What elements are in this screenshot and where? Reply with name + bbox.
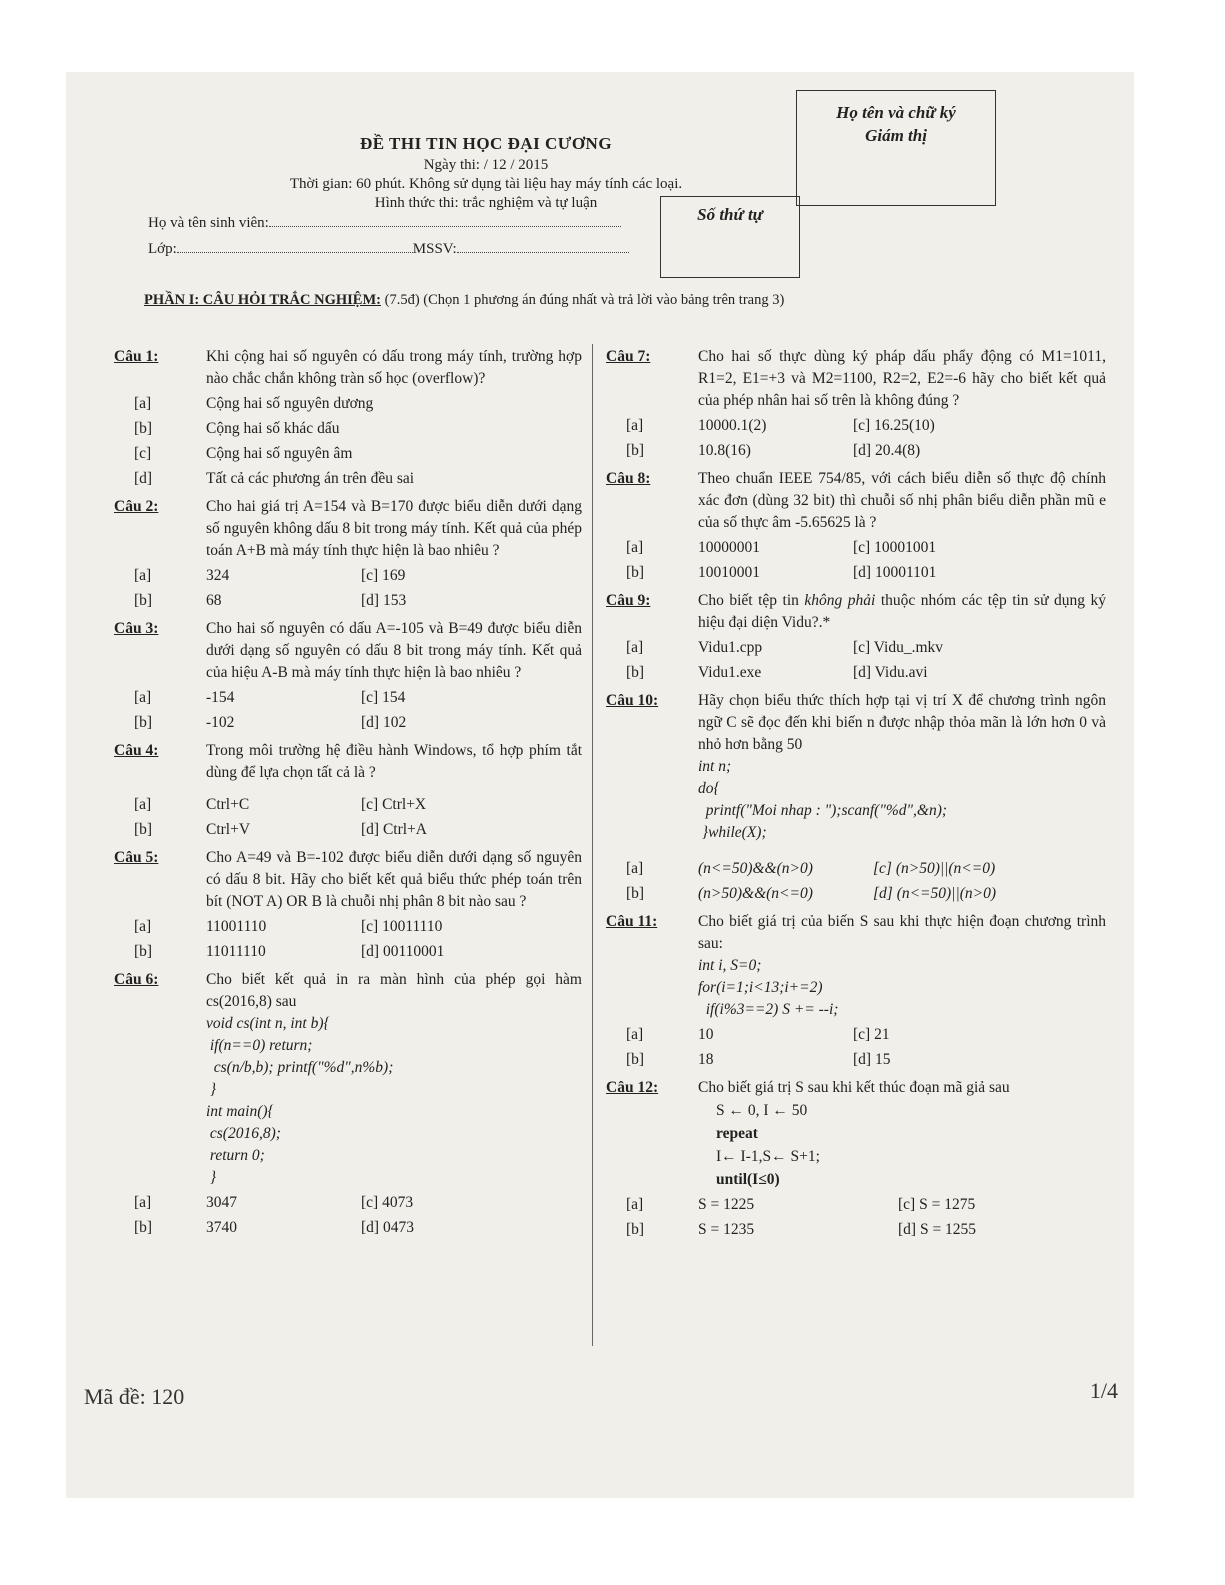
option-a: Ctrl+C — [206, 796, 250, 813]
option-d: [d] (n<=50)||(n>0) — [873, 885, 996, 902]
option-label: [c] — [134, 445, 152, 462]
option-text: Cộng hai số nguyên dương — [206, 395, 374, 412]
pseudo-line: repeat — [716, 1125, 758, 1142]
option-b: Ctrl+V — [206, 821, 251, 838]
code-line: void cs(int n, int b){ — [206, 1015, 330, 1032]
option-d: [d] 15 — [853, 1051, 891, 1068]
option-c: [c] 4073 — [361, 1194, 414, 1211]
order-number-box — [660, 196, 800, 278]
option-c: [c] 169 — [361, 567, 406, 584]
question-label: Câu 8: — [606, 470, 651, 487]
option-label: [d] — [134, 470, 153, 487]
class-line — [177, 240, 413, 253]
option-d: [d] Ctrl+A — [361, 821, 427, 838]
option-text: Tất cả các phương án trên đều sai — [206, 470, 415, 487]
option-a: (n<=50)&&(n>0) — [698, 860, 813, 877]
option-label: [a] — [626, 1196, 644, 1213]
option-label: [b] — [626, 664, 645, 681]
option-text: Cộng hai số nguyên âm — [206, 445, 353, 462]
option-c: [c] 154 — [361, 689, 406, 706]
pseudo-line: until(I≤0) — [716, 1171, 780, 1188]
class-label: Lớp: — [148, 241, 177, 257]
question-text: Hãy chọn biểu thức thích hợp tại vị trí X để chương trình ngôn ngữ C sẽ đọc đến khi biến n được nhập thỏa mãn là lớn hơn 0 và nhỏ hơn bằng 50 — [698, 692, 1106, 753]
question-label: Câu 12: — [606, 1079, 659, 1096]
question-label: Câu 2: — [114, 498, 159, 515]
question-text: Theo chuẩn IEEE 754/85, với cách biểu diễn số thực độ chính xác đơn (dùng 32 bit) thì chuỗi số nhị phân biểu diễn phần mũ e của số thực âm -5.65625 là ? — [698, 470, 1106, 531]
option-label: [b] — [134, 420, 153, 437]
exam-time: Thời gian: 60 phút. Không sử dụng tài liệu hay máy tính các loại. — [289, 176, 683, 192]
question-text: Cho A=49 và B=-102 được biểu diễn dưới dạng số nguyên có dấu 8 bit. Hãy cho biết kết quả biểu thức phép toán trên bít (NOT A) OR B là chuỗi nhị phân 8 bit nào sau ? — [206, 849, 582, 910]
question-label: Câu 7: — [606, 348, 651, 365]
code-block — [606, 955, 1106, 1021]
question-text: Cho biết kết quả in ra màn hình của phép gọi hàm cs(2016,8) sau — [206, 971, 582, 1010]
option-d: [d] S = 1255 — [898, 1221, 977, 1238]
question-2 — [114, 496, 582, 612]
option-label: [a] — [626, 639, 644, 656]
option-d: [d] Vidu.avi — [853, 664, 928, 681]
question-text: Cho hai số nguyên có dấu A=-105 và B=49 được biểu diễn dưới dạng số nguyên có dấu 8 bit trong máy tính. Kết quả của hiệu A-B mà máy tính thực hiện là bao nhiêu ? — [206, 620, 582, 681]
option-b: 10010001 — [698, 564, 760, 581]
option-a: 324 — [206, 567, 230, 584]
option-label: [b] — [626, 1051, 645, 1068]
option-label: [a] — [134, 567, 152, 584]
option-label: [a] — [626, 539, 644, 556]
code-line: }while(X); — [698, 824, 767, 841]
option-b: 18 — [698, 1051, 714, 1068]
column-divider — [592, 344, 593, 1346]
option-label: [a] — [134, 796, 152, 813]
code-line: return 0; — [206, 1147, 265, 1164]
left-column — [114, 340, 582, 1239]
question-label: Câu 1: — [114, 348, 159, 365]
code-line: cs(n/b,b); printf("%d",n%b); — [206, 1059, 394, 1076]
question-9 — [606, 590, 1106, 684]
pseudo-line: I← I-1,S← S+1; — [716, 1148, 820, 1165]
supervisor-signature-box — [796, 90, 996, 206]
question-7 — [606, 346, 1106, 462]
option-label: [a] — [626, 860, 644, 877]
page-number: 1/4 — [1089, 1378, 1118, 1403]
option-label: [a] — [134, 689, 152, 706]
question-11 — [606, 911, 1106, 1071]
option-label: [b] — [626, 564, 645, 581]
exam-date: Ngày thi: / 12 / 2015 — [423, 157, 549, 173]
question-text: Cho hai giá trị A=154 và B=170 được biểu diễn dưới dạng số nguyên không dấu 8 bit trong máy tính. Kết quả của phép toán A+B mà máy tính thực hiện là bao nhiêu ? — [206, 498, 582, 559]
option-label: [a] — [134, 395, 152, 412]
code-line: int i, S=0; — [698, 957, 762, 974]
question-label: Câu 10: — [606, 692, 659, 709]
option-label: [a] — [626, 417, 644, 434]
question-12 — [606, 1077, 1106, 1241]
code-line: do{ — [698, 780, 720, 797]
option-label: [b] — [626, 885, 645, 902]
student-name-line — [269, 214, 621, 227]
option-a: 10000001 — [698, 539, 760, 556]
option-b: Vidu1.exe — [698, 664, 762, 681]
code-line: cs(2016,8); — [206, 1125, 281, 1142]
pseudo-line: S ← 0, I ← 50 — [716, 1102, 808, 1119]
question-text: Cho hai số thực dùng ký pháp dấu phẩy động có M1=1011, R1=2, E1=+3 và M2=1100, R2=2, E2=-6 hãy cho biết kết quả của phép nhân hai số trên là không đúng ? — [698, 348, 1106, 409]
supervisor-label-2: Giám thị — [865, 126, 927, 145]
question-text-pre: Cho biết tệp tin — [698, 592, 805, 609]
option-a: 10000.1(2) — [698, 417, 767, 434]
option-d: [d] 00110001 — [361, 943, 445, 960]
option-d: [d] 20.4(8) — [853, 442, 921, 459]
option-label: [a] — [626, 1026, 644, 1043]
option-label: [a] — [134, 1194, 152, 1211]
option-a: 11001110 — [206, 918, 267, 935]
question-6 — [114, 969, 582, 1239]
exam-code: Mã đề: 120 — [84, 1384, 185, 1409]
student-name-label: Họ và tên sinh viên: — [148, 215, 269, 231]
supervisor-label-1: Họ tên và chữ ký — [836, 103, 956, 122]
option-label: [b] — [134, 943, 153, 960]
code-block — [606, 756, 1106, 844]
code-line: int n; — [698, 758, 732, 775]
right-column — [606, 340, 1106, 1241]
question-8 — [606, 468, 1106, 584]
code-line: } — [206, 1081, 217, 1098]
question-text: Khi cộng hai số nguyên có dấu trong máy tính, trường hợp nào chắc chắn không tràn số học (overflow)? — [206, 348, 582, 387]
option-label: [b] — [134, 821, 153, 838]
question-label: Câu 5: — [114, 849, 159, 866]
question-label: Câu 6: — [114, 971, 159, 988]
option-c: [c] 10001001 — [853, 539, 937, 556]
option-c: [c] 10011110 — [361, 918, 443, 935]
option-b: -102 — [206, 714, 235, 731]
question-label: Câu 3: — [114, 620, 159, 637]
option-b: 10.8(16) — [698, 442, 751, 459]
question-5 — [114, 847, 582, 963]
option-a: 10 — [698, 1026, 714, 1043]
code-line: if(i%3==2) S += --i; — [698, 1001, 839, 1018]
code-line: if(n==0) return; — [206, 1037, 313, 1054]
option-c: [c] (n>50)||(n<=0) — [873, 860, 996, 877]
code-line: } — [206, 1169, 217, 1186]
option-b: 3740 — [206, 1219, 237, 1236]
question-1 — [114, 346, 582, 490]
mssv-label: MSSV: — [412, 241, 457, 257]
option-c: [c] S = 1275 — [898, 1196, 976, 1213]
option-c: [c] 16.25(10) — [853, 417, 935, 434]
option-b: S = 1235 — [698, 1221, 755, 1238]
exam-title: ĐỀ THI TIN HỌC ĐẠI CƯƠNG — [359, 134, 613, 153]
exam-form: Hình thức thi: trắc nghiệm và tự luận — [374, 195, 598, 211]
option-c: [c] 21 — [853, 1026, 890, 1043]
option-d: [d] 10001101 — [853, 564, 937, 581]
option-label: [b] — [134, 592, 153, 609]
option-label: [b] — [134, 1219, 153, 1236]
question-text-emphasis: không phải — [804, 592, 876, 609]
question-text: Trong môi trường hệ điều hành Windows, tổ hợp phím tắt dùng để lựa chọn tất cả là ? — [206, 742, 582, 781]
code-line: for(i=1;i<13;i+=2) — [698, 979, 823, 996]
option-a: 3047 — [206, 1194, 237, 1211]
option-label: [b] — [626, 442, 645, 459]
option-c: [c] Ctrl+X — [361, 796, 427, 813]
question-text — [698, 590, 1106, 634]
code-line: printf("Moi nhap : ");scanf("%d",&n); — [698, 802, 948, 819]
question-4 — [114, 740, 582, 841]
option-a: -154 — [206, 689, 235, 706]
question-3 — [114, 618, 582, 734]
part1-title: PHẦN I: CÂU HỎI TRẮC NGHIỆM: — [144, 292, 381, 308]
class-field — [148, 240, 629, 258]
option-c: [c] Vidu_.mkv — [853, 639, 944, 656]
part1-note: (7.5đ) (Chọn 1 phương án đúng nhất và trả lời vào bảng trên trang 3) — [384, 292, 785, 308]
option-d: [d] 102 — [361, 714, 407, 731]
question-label: Câu 9: — [606, 592, 651, 609]
pseudocode-block — [606, 1099, 1106, 1191]
order-number-label: Số thứ tự — [697, 205, 763, 224]
option-d: [d] 0473 — [361, 1219, 414, 1236]
question-label: Câu 11: — [606, 913, 658, 930]
option-a: Vidu1.cpp — [698, 639, 763, 656]
option-b: 68 — [206, 592, 222, 609]
question-label: Câu 4: — [114, 742, 159, 759]
option-b: (n>50)&&(n<=0) — [698, 885, 813, 902]
question-10 — [606, 690, 1106, 905]
question-text: Cho biết giá trị S sau khi kết thúc đoạn mã giả sau — [698, 1079, 1010, 1096]
code-line: int main(){ — [206, 1103, 274, 1120]
code-block — [114, 1013, 582, 1189]
exam-page — [66, 72, 1134, 1498]
question-text-post: thuộc nhóm các tệp tin sử dụng ký hiệu đại diện Vidu?.* — [698, 592, 1107, 631]
option-label: [a] — [134, 918, 152, 935]
option-d: [d] 153 — [361, 592, 407, 609]
part1-heading — [144, 292, 784, 309]
option-label: [b] — [134, 714, 153, 731]
mssv-line — [457, 240, 629, 253]
option-a: S = 1225 — [698, 1196, 755, 1213]
student-name-field — [148, 214, 621, 232]
option-label: [b] — [626, 1221, 645, 1238]
option-text: Cộng hai số khác dấu — [206, 420, 340, 437]
option-b: 11011110 — [206, 943, 266, 960]
question-text: Cho biết giá trị của biến S sau khi thực hiện đoạn chương trình sau: — [698, 913, 1106, 952]
